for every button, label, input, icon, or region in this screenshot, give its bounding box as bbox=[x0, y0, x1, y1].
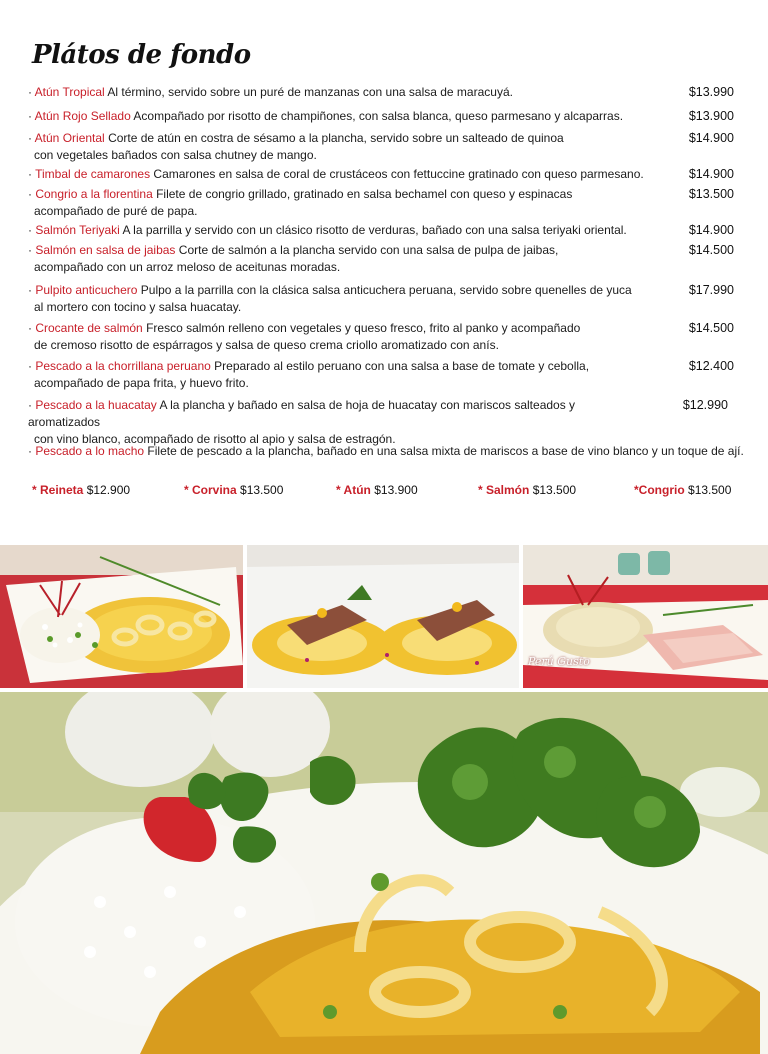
dish-description: Filete de congrio grillado, gratinado en salsa bechamel con queso y espinacas bbox=[156, 187, 573, 201]
dish-description: Al término, servido sobre un puré de manzanas con una salsa de maracuyá. bbox=[107, 85, 513, 99]
option-price: $12.900 bbox=[86, 483, 131, 497]
dish-price: $14.900 bbox=[688, 223, 734, 237]
dish-salmon-teriyaki: · Salmón Teriyaki A la parrilla y servido con un clásico risotto de verduras, bañado con una salsa teriyaki oriental. $14.900 bbox=[28, 223, 734, 237]
dish-timbal-de-camarones: · Timbal de camarones Camarones en salsa de coral de crustáceos con fettuccine gratinado con queso parmesano. $14.900 bbox=[28, 167, 734, 181]
fish-options bbox=[32, 483, 742, 501]
dish-price: $14.900 bbox=[688, 131, 734, 145]
option-name: *Congrio bbox=[634, 483, 685, 497]
option-price: $13.500 bbox=[532, 483, 577, 497]
dish-price: $17.990 bbox=[688, 283, 734, 297]
dish-photo-2 bbox=[247, 545, 519, 688]
dish-price: $12.400 bbox=[688, 359, 734, 373]
option-price: $13.900 bbox=[374, 483, 418, 497]
option-item bbox=[336, 483, 418, 497]
dish-name: Pescado a la chorrillana peruano bbox=[35, 359, 211, 373]
dish-name: Salmón en salsa de jaibas bbox=[35, 243, 176, 257]
option-name: * Corvina bbox=[184, 483, 237, 497]
dish-description: Acompañado por risotto de champiñones, con salsa blanca, queso parmesano y alcaparras. bbox=[133, 109, 624, 123]
dish-name: Pescado a lo macho bbox=[35, 444, 145, 458]
dish-name: Atún Oriental bbox=[34, 131, 105, 145]
dish-description: A la parrilla y servido con un clásico risotto de verduras, bañado con una salsa teriyaki oriental. bbox=[122, 223, 627, 237]
dish-name: Crocante de salmón bbox=[35, 321, 143, 335]
dish-atun-oriental: · Atún Oriental Corte de atún en costra de sésamo a la plancha, servido sobre un salteado de quinoa con vegetales bañados con salsa chutney de mango. $14.900 bbox=[28, 131, 734, 162]
dish-atun-rojo-sellado: · Atún Rojo Sellado Acompañado por risotto de champiñones, con salsa blanca, queso parmesano y alcaparras. $13.900 bbox=[28, 109, 734, 123]
dish-name: Congrio a la florentina bbox=[35, 187, 153, 201]
dish-name: Atún Tropical bbox=[34, 85, 105, 99]
dish-description-continued: acompañado de puré de papa. bbox=[34, 204, 198, 218]
dish-salmon-jaibas: · Salmón en salsa de jaibas Corte de salmón a la plancha servido con una salsa de pulpa de jaibas, acompañado con un arroz meloso de aceitunas moradas. $14.500 bbox=[28, 243, 734, 274]
dish-description: Corte de atún en costra de sésamo a la plancha, servido sobre un salteado de quinoa bbox=[108, 131, 564, 145]
dish-price: $13.500 bbox=[688, 187, 734, 201]
dish-description-continued: acompañado con un arroz meloso de aceitunas moradas. bbox=[34, 260, 341, 274]
dish-pescado-huacatay: · Pescado a la huacatay A la plancha y bañado en salsa de hoja de huacatay con mariscos salteados y aromatizados con vino blanco, acompañado de risotto al apio y salsa de estragón. $12.990 bbox=[28, 398, 728, 446]
dish-atun-tropical: · Atún Tropical Al término, servido sobre un puré de manzanas con una salsa de maracuyá. $13.990 bbox=[28, 85, 734, 99]
option-item bbox=[32, 483, 130, 497]
dish-description-continued: al mortero con tocino y salsa huacatay. bbox=[34, 300, 242, 314]
option-name: * Atún bbox=[336, 483, 371, 497]
dish-name: Pulpito anticuchero bbox=[35, 283, 138, 297]
dish-description-continued: con vino blanco, acompañado de risotto al apio y salsa de estragón. bbox=[34, 432, 396, 446]
dish-name: Pescado a la huacatay bbox=[35, 398, 157, 412]
option-name: * Reineta bbox=[32, 483, 84, 497]
dish-description: A la plancha y bañado en salsa de hoja de huacatay con mariscos salteados y aromatizados bbox=[28, 398, 576, 429]
dish-name: Timbal de camarones bbox=[35, 167, 151, 181]
dish-pulpito-anticuchero: · Pulpito anticuchero Pulpo a la parrilla con la clásica salsa anticuchera peruana, servido sobre quenelles de yuca al mortero con tocino y salsa huacatay. $17.990 bbox=[28, 283, 734, 314]
dish-description: Pulpo a la parrilla con la clásica salsa anticuchera peruana, servido sobre quenelles de yuca bbox=[140, 283, 632, 297]
dish-photo-main bbox=[0, 692, 768, 1054]
option-price: $13.500 bbox=[240, 483, 284, 497]
option-item bbox=[184, 483, 283, 497]
dish-price: $13.990 bbox=[688, 85, 734, 99]
dish-pescado-chorrillana: · Pescado a la chorrillana peruano Preparado al estilo peruano con una salsa a base de tomate y cebolla, acompañado de papa frita, y huevo frito. $12.400 bbox=[28, 359, 734, 390]
option-name: * Salmón bbox=[478, 483, 530, 497]
dish-description: Preparado al estilo peruano con una salsa a base de tomate y cebolla, bbox=[214, 359, 590, 373]
dish-description-continued: acompañado de papa frita, y huevo frito. bbox=[34, 376, 249, 390]
dish-description: Fresco salmón relleno con vegetales y queso fresco, frito al panko y acompañado bbox=[146, 321, 581, 335]
dish-name: Salmón Teriyaki bbox=[35, 223, 120, 237]
dish-pescado-a-lo-macho: · Pescado a lo macho Filete de pescado a la plancha, bañado en una salsa mixta de mariscos a base de vino blanco y un toque de ají. bbox=[28, 444, 744, 458]
dish-description-continued: de cremoso risotto de espárragos y salsa de queso crema criollo aromatizado con anís. bbox=[34, 338, 499, 352]
dish-price: $12.990 bbox=[682, 398, 728, 412]
dish-price: $14.900 bbox=[688, 167, 734, 181]
option-item bbox=[634, 483, 731, 497]
dish-description: Camarones en salsa de coral de crustáceos con fettuccine gratinado con queso parmesano. bbox=[153, 167, 644, 181]
dish-congrio-florentina: · Congrio a la florentina Filete de congrio grillado, gratinado en salsa bechamel con queso y espinacas acompañado de puré de papa. $13.500 bbox=[28, 187, 734, 218]
dish-crocante-salmon: · Crocante de salmón Fresco salmón relleno con vegetales y queso fresco, frito al panko y acompañado de cremoso risotto de espárragos y salsa de queso crema criollo aromatizado con anís. $14.500 bbox=[28, 321, 734, 352]
dish-photo-1 bbox=[0, 545, 243, 688]
dish-description: Corte de salmón a la plancha servido con una salsa de pulpa de jaibas, bbox=[178, 243, 559, 257]
dish-price: $13.900 bbox=[688, 109, 734, 123]
page-title: Plátos de fondo bbox=[32, 40, 251, 70]
dish-price: $14.500 bbox=[688, 243, 734, 257]
brand-logo: Perú Gusto bbox=[528, 655, 590, 668]
option-price: $13.500 bbox=[688, 483, 732, 497]
option-item bbox=[478, 483, 576, 497]
dish-description-continued: con vegetales bañados con salsa chutney de mango. bbox=[34, 148, 317, 162]
dish-description: Filete de pescado a la plancha, bañado en una salsa mixta de mariscos a base de vino blanco y un toque de ají. bbox=[147, 444, 744, 458]
dish-price: $14.500 bbox=[688, 321, 734, 335]
dish-name: Atún Rojo Sellado bbox=[34, 109, 131, 123]
